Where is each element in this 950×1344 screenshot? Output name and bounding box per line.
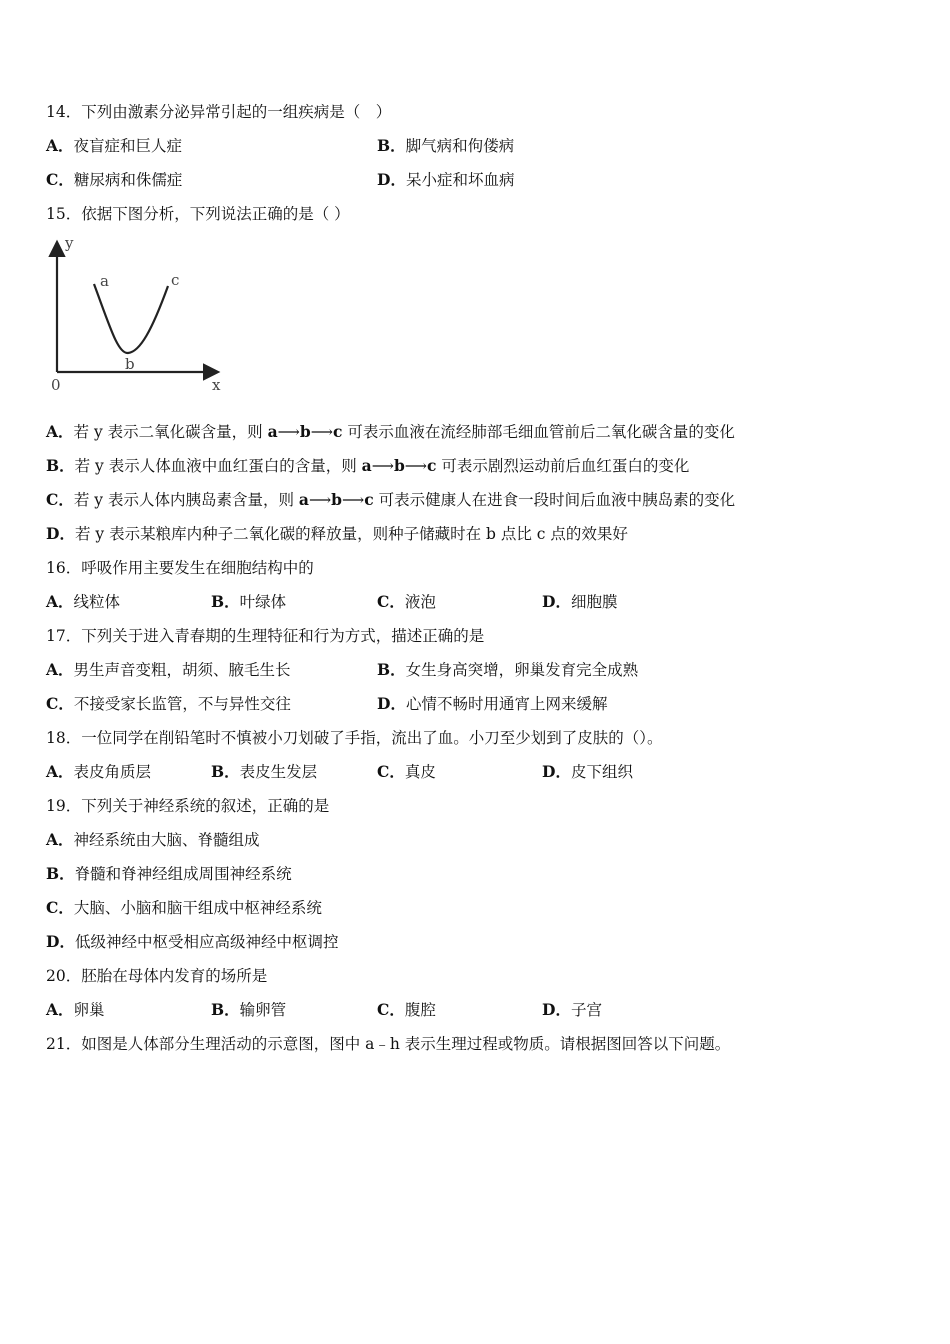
option-label: A． [46, 422, 74, 441]
arrow-icon: ⟶ [342, 491, 365, 509]
option-label: B． [377, 136, 406, 155]
arrow-icon: ⟶ [277, 423, 300, 441]
option-label: D． [542, 762, 571, 781]
option-text: 不接受家长监管，不与异性交往 [73, 695, 291, 713]
option-text-post: 可表示剧烈运动前后血红蛋白的变化 [436, 457, 690, 475]
option-text: 线粒体 [73, 593, 121, 611]
option-label: D． [377, 694, 406, 713]
chain-b: b [299, 422, 311, 441]
option-text: 低级神经中枢受相应高级神经中枢调控 [74, 933, 339, 951]
option-text: 若 y 表示某粮库内种子二氧化碳的释放量，则种子储藏时在 b 点比 c 点的效果好 [74, 525, 628, 543]
chain-a: a [267, 422, 278, 441]
question-20-stem: 20．胚胎在母体内发育的场所是 [46, 967, 268, 985]
option-text-pre: 若 y 表示人体内胰岛素含量，则 [73, 491, 299, 509]
option-label: D． [542, 1000, 571, 1019]
option-label: C． [377, 592, 405, 611]
q20-option-c[interactable] [377, 1000, 436, 1020]
origin-label: 0 [51, 376, 61, 394]
option-text: 表皮角质层 [73, 763, 152, 781]
arrow-icon: ⟶ [310, 423, 333, 441]
q17-option-b[interactable] [377, 660, 638, 680]
x-axis-label: x [212, 376, 221, 394]
option-text-pre: 若 y 表示人体血液中血红蛋白的含量，则 [74, 457, 362, 475]
option-label: A． [46, 592, 74, 611]
option-text: 呆小症和坏血病 [405, 171, 515, 189]
question-15-stem: 15．依据下图分析，下列说法正确的是（ ） [46, 205, 350, 223]
question-17-stem: 17．下列关于进入青春期的生理特征和行为方式，描述正确的是 [46, 627, 485, 645]
point-b-label: b [125, 355, 135, 373]
question-14-stem: 14．下列由激素分泌异常引起的一组疾病是（ ） [46, 103, 392, 121]
option-text: 心情不畅时用通宵上网来缓解 [405, 695, 608, 713]
option-text: 脊髓和脊神经组成周围神经系统 [74, 865, 292, 883]
option-text-pre: 若 y 表示二氧化碳含量，则 [73, 423, 268, 441]
chain-c: c [364, 490, 374, 509]
point-a-label: a [100, 272, 109, 290]
option-label: B． [211, 592, 240, 611]
option-text-post: 可表示血液在流经肺部毛细血管前后二氧化碳含量的变化 [342, 423, 735, 441]
option-label: D． [46, 524, 75, 543]
q18-option-b[interactable] [211, 762, 317, 782]
chain-c: c [332, 422, 343, 441]
option-text: 大脑、小脑和脑干组成中枢神经系统 [73, 899, 322, 917]
q19-option-c[interactable] [46, 898, 322, 918]
q18-option-c[interactable] [377, 762, 436, 782]
option-label: B． [211, 762, 240, 781]
question-19-stem: 19．下列关于神经系统的叙述，正确的是 [46, 797, 330, 815]
option-text: 糖尿病和侏儒症 [73, 171, 183, 189]
option-text: 女生身高突增，卵巢发育完全成熟 [405, 661, 639, 679]
option-text-post: 可表示健康人在进食一段时间后血液中胰岛素的变化 [373, 491, 736, 509]
chain-b: b [393, 456, 405, 475]
y-axis-label: y [65, 234, 74, 252]
option-text: 真皮 [404, 763, 436, 781]
option-label: D． [46, 932, 75, 951]
q18-option-d[interactable] [542, 762, 633, 782]
question-16-stem: 16．呼吸作用主要发生在细胞结构中的 [46, 559, 314, 577]
q15-option-c[interactable] [46, 490, 735, 510]
q14-option-a[interactable] [46, 136, 182, 156]
option-text: 皮下组织 [570, 763, 633, 781]
arrow-icon: ⟶ [371, 457, 394, 475]
q17-option-a[interactable] [46, 660, 291, 680]
chain-b: b [331, 490, 343, 509]
option-text: 神经系统由大脑、脊髓组成 [73, 831, 260, 849]
q20-option-a[interactable] [46, 1000, 105, 1020]
option-label: B． [46, 864, 75, 883]
option-label: D． [377, 170, 406, 189]
q16-option-b[interactable] [211, 592, 286, 612]
option-text: 输卵管 [239, 1001, 287, 1019]
option-label: D． [542, 592, 571, 611]
q15-option-a[interactable] [46, 422, 735, 442]
question-18-stem: 18．一位同学在削铅笔时不慎被小刀划破了手指，流出了血。小刀至少划到了皮肤的（）。 [46, 729, 663, 747]
q14-option-b[interactable] [377, 136, 514, 156]
point-c-label: c [171, 271, 180, 289]
option-text: 卵巢 [73, 1001, 105, 1019]
option-label: C． [46, 490, 74, 509]
option-label: C． [46, 170, 74, 189]
q20-option-b[interactable] [211, 1000, 286, 1020]
q15-curve-figure [40, 232, 240, 398]
q19-option-a[interactable] [46, 830, 260, 850]
q17-option-c[interactable] [46, 694, 291, 714]
q17-option-d[interactable] [377, 694, 607, 714]
arrow-icon: ⟶ [404, 457, 428, 475]
option-label: C． [377, 762, 405, 781]
q16-option-c[interactable] [377, 592, 436, 612]
option-text: 表皮生发层 [239, 763, 318, 781]
question-21-stem: 21．如图是人体部分生理活动的示意图，图中 a﹣h 表示生理过程或物质。请根据图回答以下问题。 [46, 1035, 731, 1053]
option-text: 子宫 [570, 1001, 602, 1019]
chain-a: a [361, 456, 372, 475]
option-label: A． [46, 830, 74, 849]
q20-option-d[interactable] [542, 1000, 602, 1020]
u-curve [94, 284, 168, 353]
q16-option-d[interactable] [542, 592, 617, 612]
option-label: A． [46, 762, 74, 781]
option-text: 男生声音变粗，胡须、腋毛生长 [73, 661, 291, 679]
q18-option-a[interactable] [46, 762, 151, 782]
option-text: 细胞膜 [570, 593, 618, 611]
option-label: B． [377, 660, 406, 679]
q16-option-a[interactable] [46, 592, 120, 612]
q14-option-c[interactable] [46, 170, 182, 190]
q15-option-d[interactable] [46, 524, 628, 544]
option-text: 叶绿体 [239, 593, 287, 611]
option-label: C． [377, 1000, 405, 1019]
q19-option-d[interactable] [46, 932, 338, 952]
option-text: 夜盲症和巨人症 [73, 137, 183, 155]
option-label: A． [46, 660, 74, 679]
option-text: 脚气病和佝偻病 [405, 137, 515, 155]
option-text: 液泡 [404, 593, 436, 611]
option-label: A． [46, 1000, 74, 1019]
chain-a: a [298, 490, 309, 509]
option-label: A． [46, 136, 74, 155]
q19-option-b[interactable] [46, 864, 292, 884]
arrow-icon: ⟶ [308, 491, 332, 509]
option-label: B． [46, 456, 75, 475]
option-text: 腹腔 [404, 1001, 436, 1019]
chain-c: c [427, 456, 437, 475]
option-label: B． [211, 1000, 240, 1019]
option-label: C． [46, 898, 74, 917]
q15-option-b[interactable] [46, 456, 689, 476]
q14-option-d[interactable] [377, 170, 514, 190]
option-label: C． [46, 694, 74, 713]
